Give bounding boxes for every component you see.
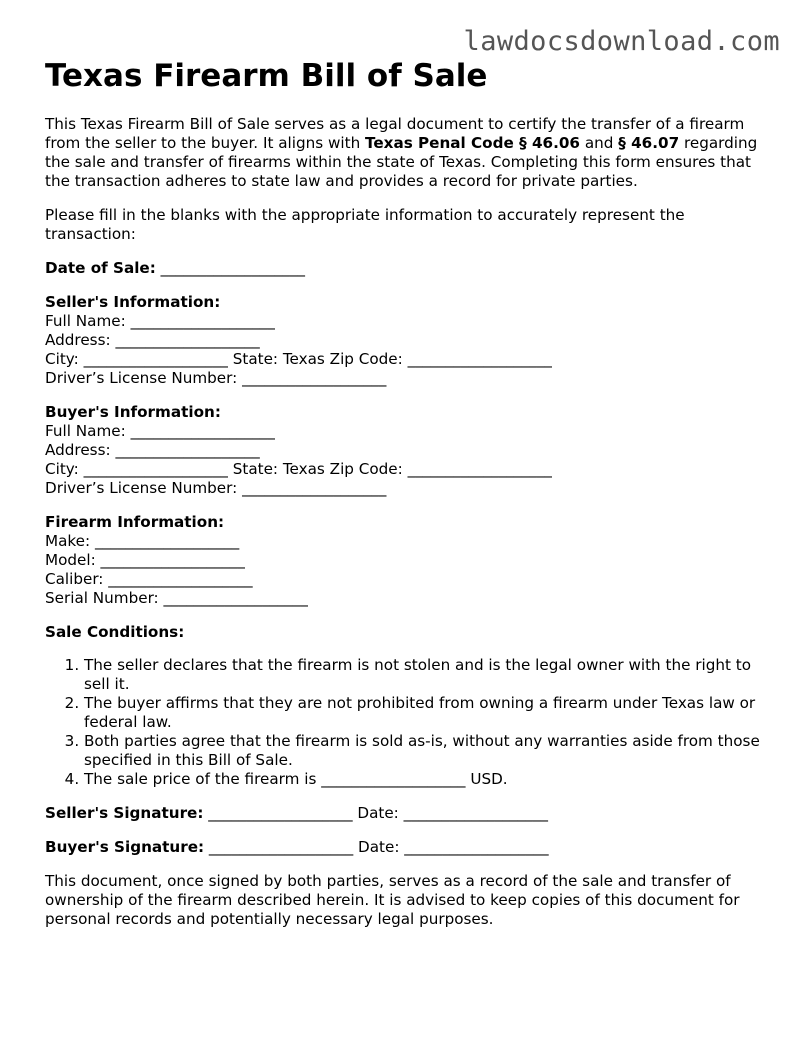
seller-city-blank[interactable]: ___________________ bbox=[83, 350, 228, 368]
seller-city-label: City: bbox=[45, 350, 79, 368]
instructions-paragraph: Please fill in the blanks with the appropriate information to accurately represent the transaction: bbox=[45, 206, 685, 243]
seller-address-blank[interactable]: ___________________ bbox=[115, 331, 260, 349]
condition-item-3: 3. Both parties agree that the firearm is sold as-is, without any warranties aside from those specified in this Bill of Sale. bbox=[84, 732, 761, 770]
seller-date-blank[interactable]: ___________________ bbox=[403, 804, 548, 822]
buyer-date-blank[interactable]: ___________________ bbox=[404, 838, 549, 856]
firearm-serial-row bbox=[45, 589, 761, 608]
sale-conditions-section bbox=[45, 623, 761, 789]
firearm-make-blank[interactable]: ___________________ bbox=[94, 532, 240, 550]
firearm-serial-blank[interactable]: ___________________ bbox=[163, 589, 308, 607]
seller-city-row bbox=[45, 350, 761, 369]
intro-paragraph bbox=[45, 115, 761, 191]
seller-signature-row bbox=[45, 804, 761, 823]
seller-full-name-row bbox=[45, 312, 761, 331]
buyer-signature-row bbox=[45, 838, 761, 857]
sale-conditions-list bbox=[45, 656, 761, 789]
buyer-full-name-blank[interactable]: ___________________ bbox=[130, 422, 275, 440]
seller-full-name-blank[interactable]: ___________________ bbox=[130, 312, 275, 330]
date-of-sale-label: Date of Sale: bbox=[45, 259, 156, 277]
buyer-city-blank[interactable]: ___________________ bbox=[83, 460, 228, 478]
intro-text-3: regarding the sale and transfer of firearms within the state of Texas. Completing this form ensures that the transaction adheres to state law and provides a record for private parties. bbox=[45, 134, 758, 190]
watermark: lawdocsdownload.com bbox=[463, 26, 780, 57]
buyer-signature-label: Buyer's Signature: bbox=[45, 838, 205, 856]
buyer-signature-blank[interactable]: ___________________ bbox=[208, 838, 354, 856]
penal-code-46-07: § 46.07 bbox=[618, 134, 680, 152]
seller-signature-label: Seller's Signature: bbox=[45, 804, 204, 822]
intro-text-2: and bbox=[580, 134, 619, 152]
seller-heading: Seller's Information: bbox=[45, 293, 221, 311]
buyer-address-label: Address: bbox=[45, 441, 111, 459]
sale-price-label: The sale price of the firearm is bbox=[84, 770, 317, 788]
condition-item-4 bbox=[84, 770, 761, 789]
seller-license-label: Driver’s License Number: bbox=[45, 369, 238, 387]
closing-paragraph: This document, once signed by both parties, serves as a record of the sale and transfer of ownership of the firearm described herein. It is advised to keep copies of this document for personal records and potentially necessary legal purposes. bbox=[45, 872, 740, 928]
sale-price-blank[interactable]: ___________________ bbox=[321, 770, 466, 788]
firearm-serial-label: Serial Number: bbox=[45, 589, 159, 607]
sale-price-currency: USD. bbox=[470, 770, 508, 788]
firearm-model-blank[interactable]: ___________________ bbox=[100, 551, 245, 569]
firearm-heading: Firearm Information: bbox=[45, 513, 225, 531]
condition-item-1: 1. The seller declares that the firearm is not stolen and is the legal owner with the right to sell it. bbox=[84, 656, 761, 694]
buyer-heading: Buyer's Information: bbox=[45, 403, 221, 421]
sale-conditions-heading: Sale Conditions: bbox=[45, 623, 185, 641]
buyer-license-row bbox=[45, 479, 761, 498]
date-of-sale-blank[interactable]: ___________________ bbox=[160, 259, 305, 277]
firearm-model-row bbox=[45, 551, 761, 570]
firearm-caliber-blank[interactable]: ___________________ bbox=[108, 570, 253, 588]
buyer-date-label: Date: bbox=[358, 838, 400, 856]
condition-item-2: 2. The buyer affirms that they are not prohibited from owning a firearm under Texas law or federal law. bbox=[84, 694, 761, 732]
seller-section bbox=[45, 293, 761, 388]
date-of-sale-row bbox=[45, 259, 761, 278]
firearm-make-row bbox=[45, 532, 761, 551]
seller-state-zip-label: State: Texas Zip Code: bbox=[232, 350, 403, 368]
buyer-address-blank[interactable]: ___________________ bbox=[115, 441, 260, 459]
firearm-caliber-row bbox=[45, 570, 761, 589]
firearm-section bbox=[45, 513, 761, 608]
buyer-city-label: City: bbox=[45, 460, 79, 478]
seller-license-row bbox=[45, 369, 761, 388]
intro-text-1: This Texas Firearm Bill of Sale serves as a legal document to certify the transfer of a firearm from the seller to the buyer. It aligns with bbox=[45, 115, 745, 152]
buyer-state-zip-label: State: Texas Zip Code: bbox=[232, 460, 403, 478]
seller-license-blank[interactable]: ___________________ bbox=[242, 369, 387, 387]
penal-code-46-06: Texas Penal Code § 46.06 bbox=[365, 134, 580, 152]
buyer-full-name-label: Full Name: bbox=[45, 422, 126, 440]
buyer-zip-blank[interactable]: ___________________ bbox=[407, 460, 552, 478]
seller-signature-blank[interactable]: ___________________ bbox=[208, 804, 353, 822]
buyer-license-blank[interactable]: ___________________ bbox=[242, 479, 387, 497]
document-page bbox=[45, 58, 761, 944]
seller-address-label: Address: bbox=[45, 331, 111, 349]
seller-zip-blank[interactable]: ___________________ bbox=[407, 350, 552, 368]
buyer-section bbox=[45, 403, 761, 498]
firearm-model-label: Model: bbox=[45, 551, 96, 569]
buyer-address-row bbox=[45, 441, 761, 460]
seller-full-name-label: Full Name: bbox=[45, 312, 126, 330]
document-title: Texas Firearm Bill of Sale bbox=[45, 58, 488, 94]
seller-date-label: Date: bbox=[357, 804, 399, 822]
seller-address-row bbox=[45, 331, 761, 350]
firearm-make-label: Make: bbox=[45, 532, 91, 550]
buyer-license-label: Driver’s License Number: bbox=[45, 479, 238, 497]
buyer-full-name-row bbox=[45, 422, 761, 441]
firearm-caliber-label: Caliber: bbox=[45, 570, 104, 588]
buyer-city-row bbox=[45, 460, 761, 479]
